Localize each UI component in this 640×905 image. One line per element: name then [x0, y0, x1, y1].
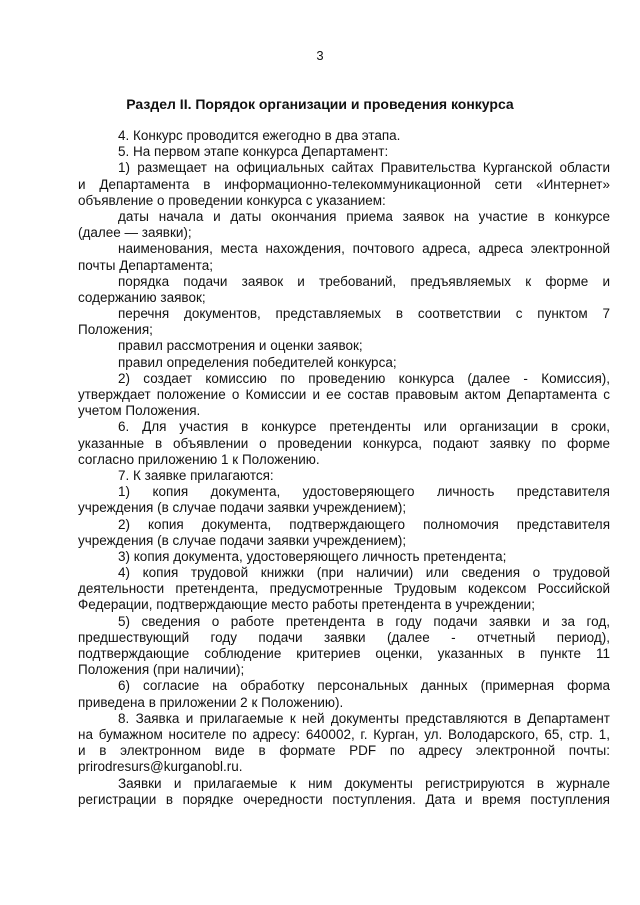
text-line: учреждения (в случае подачи заявки учреждением); [78, 532, 407, 548]
text-line: 7. К заявке прилагаются: [118, 467, 274, 483]
document-body [78, 128, 610, 808]
text-line: 5. На первом этапе конкурса Департамент: [118, 144, 389, 160]
text-line: Положения; [78, 322, 153, 338]
text-line: 2) создает комиссию по проведению конкурса (далее - Комиссия), [118, 370, 610, 386]
text-line: и в электронном виде в формате PDF по адресу электронной почты: [78, 743, 610, 759]
text-line: подтверждающие соблюдение критериев оценки, указанных в пункте 11 [78, 646, 610, 661]
text-line: (далее — заявки); [78, 225, 192, 241]
text-line: 4) копия трудовой книжки (при наличии) или сведения о трудовой [118, 565, 610, 581]
text-line: содержанию заявок; [78, 289, 206, 305]
page-number: 3 [316, 48, 324, 63]
text-line: регистрации в порядке очередности поступления. Дата и время поступления [78, 791, 610, 807]
text-line: 1) копия документа, удостоверяющего личность представителя [118, 484, 610, 500]
text-line: даты начала и даты окончания приема заявок на участие в конкурсе [118, 208, 610, 224]
text-line: утверждает положение о Комиссии и ее состав правовым актом Департамента с [78, 387, 610, 402]
text-line: 5) сведения о работе претендента в году подачи заявки и за год, [118, 613, 610, 629]
text-line: 6) согласие на обработку персональных данных (примерная форма [118, 678, 610, 694]
text-line: наименования, места нахождения, почтового адреса, адреса электронной [118, 241, 610, 257]
text-line: предшествующий году подачи заявки (далее - отчетный период), [78, 629, 610, 645]
text-line: 3) копия документа, удостоверяющего личность претендента; [118, 548, 507, 564]
text-line: на бумажном носителе по адресу: 640002, г. Курган, ул. Володарского, 65, стр. 1, [78, 726, 610, 742]
text-line: Федерации, подтверждающие место работы претендента в учреждении; [78, 597, 535, 613]
text-line: правил определения победителей конкурса; [118, 354, 397, 370]
text-line: 4. Конкурс проводится ежегодно в два этапа. [118, 128, 401, 143]
text-line: Положения (при наличии); [78, 662, 245, 678]
text-line: порядка подачи заявок и требований, предъявляемых к форме и [118, 273, 610, 289]
text-line: почты Департамента; [78, 257, 213, 273]
text-line: правил рассмотрения и оценки заявок; [118, 338, 363, 354]
text-line: согласно приложению 1 к Положению. [78, 451, 320, 467]
text-line: 2) копия документа, подтверждающего полномочия представителя [118, 516, 610, 532]
text-line: объявление о проведении конкурса с указанием: [78, 192, 386, 208]
text-line: учетом Положения. [78, 403, 201, 419]
text-line: указанные в объявлении о проведении конкурса, подают заявку по форме [78, 435, 610, 451]
text-line: Заявки и прилагаемые к ним документы регистрируются в журнале [118, 775, 610, 791]
text-line: приведена в приложении 2 к Положению). [78, 694, 344, 710]
text-line: 8. Заявка и прилагаемые к ней документы представляются в Департамент [118, 710, 610, 726]
text-line: перечня документов, представляемых в соответствии с пунктом 7 [118, 306, 610, 322]
text-line: деятельности претендента, предусмотренные Трудовым кодексом Российской [78, 581, 610, 597]
text-line: и Департамента в информационно-телекоммуникационной сети «Интернет» [78, 176, 610, 192]
text-line: 6. Для участия в конкурсе претенденты или организации в сроки, [118, 419, 610, 435]
section-heading: Раздел II. Порядок организации и проведения конкурса [126, 96, 514, 112]
text-line: prirodresurs@kurganobl.ru. [78, 759, 243, 775]
text-line: 1) размещает на официальных сайтах Правительства Курганской области [118, 160, 610, 176]
text-line: учреждения (в случае подачи заявки учреждением); [78, 500, 407, 516]
